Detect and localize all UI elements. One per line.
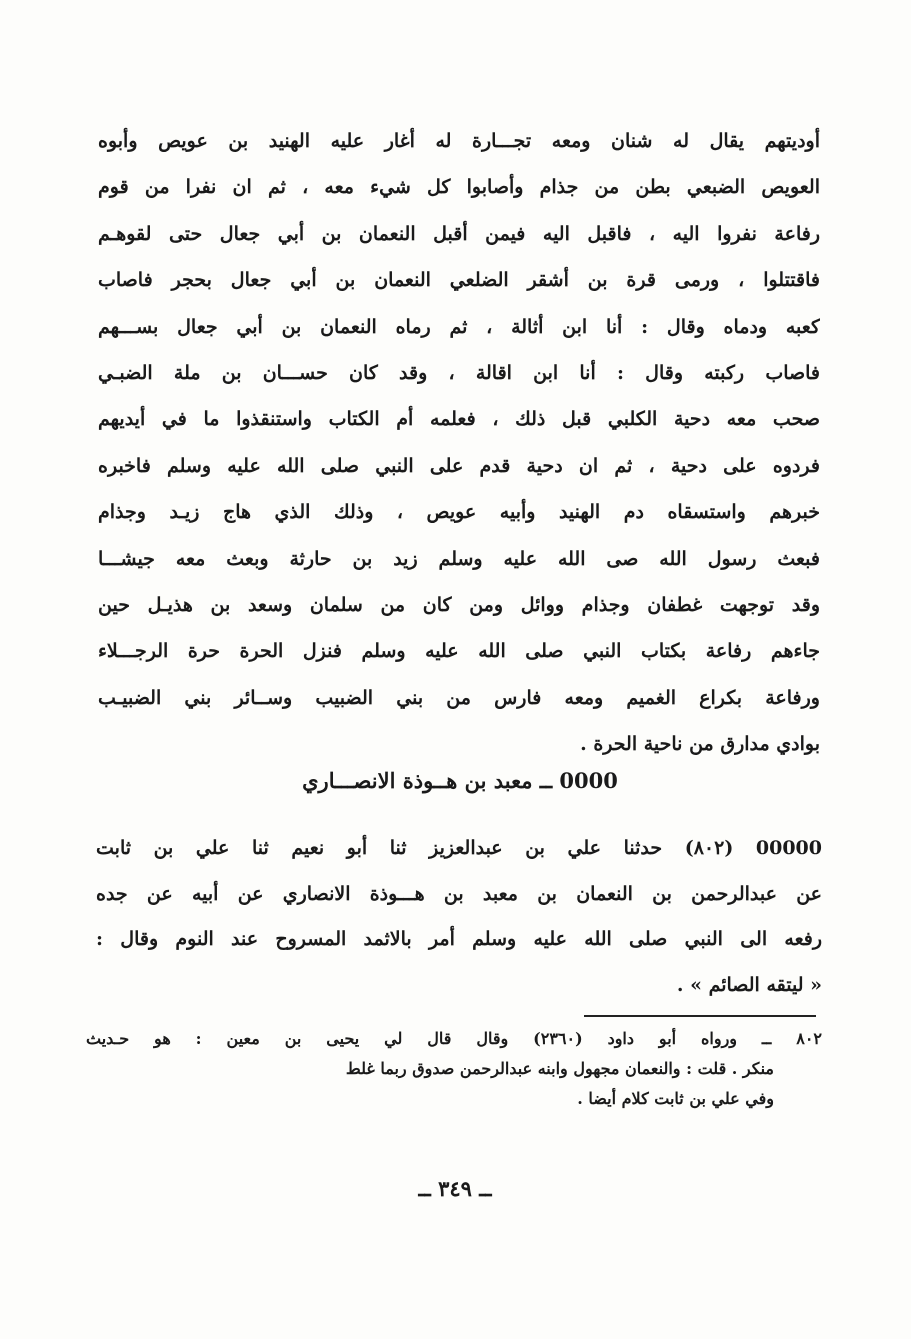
text-line: صحب معه دحية الكلبي قبل ذلك ، فعلمه أم الكتاب واستنقذوا ما في أيديهم	[98, 408, 820, 431]
text-line: وقد توجهت غطفان وجذام ووائل ومن كان من سلمان وسعد بن هذيـل حين	[98, 593, 820, 616]
text-line: جاءهم رفاعة بكتاب النبي صلى الله عليه وسلم فنزل الحرة حرة الرجـــلاء	[98, 640, 820, 663]
section-heading: 0000 ــ معبد بن هــوذة الانصـــاري	[302, 768, 618, 793]
hadith-text-block	[96, 826, 822, 1008]
page-number: ــ ٣٤٩ ــ	[418, 1176, 492, 1201]
footnote-line: وفي علي بن ثابت كلام أيضا .	[577, 1089, 774, 1108]
text-line: فردوه على دحية ، ثم ان دحية قدم على النبي صلى الله عليه وسلم فاخبره	[98, 454, 820, 477]
footnote-line: منكر . قلت : والنعمان مجهول وابنه عبدالرحمن صدوق ربما غلط	[345, 1059, 774, 1078]
main-text-block	[98, 118, 820, 767]
footnote-block	[86, 1024, 822, 1114]
text-line: أوديتهم يقال له شنان ومعه تجـــارة له أغار عليه الهنيد بن عويص وأبوه	[98, 130, 820, 152]
hadith-line: عن عبدالرحمن بن النعمان بن معبد بن هـــوذة الانصاري عن أبيه عن جده	[96, 882, 822, 905]
hadith-line: رفعه الى النبي صلى الله عليه وسلم أمر بالاثمد المسروح عند النوم وقال :	[96, 928, 822, 950]
footnote-line: ٨٠٢ ــ ورواه أبو داود (٢٣٦٠) وقال قال لي يحيى بن معين : هو حـديث	[86, 1029, 822, 1048]
text-line: العويص الضبعي بطن من جذام وأصابوا كل شيء معه ، ثم ان نفرا من قوم	[98, 176, 820, 199]
text-line: بوادي مدارق من ناحية الحرة .	[580, 733, 820, 756]
text-line: فاقتتلوا ، ورمى قرة بن أشقر الضلعي النعمان بن أبي جعال بحجر فاصاب	[98, 269, 820, 292]
hadith-line: 00000 (٨٠٢) حدثنا علي بن عبدالعزيز ثنا أبو نعيم ثنا علي بن ثابت	[96, 837, 822, 859]
text-line: ورفاعة بكراع الغميم ومعه فارس من بني الضبيب وســائر بني الضبيـب	[98, 686, 820, 709]
text-line: فاصاب ركبته وقال : أنا ابن اقالة ، وقد كان حســـان بن ملة الضبـي	[98, 361, 820, 384]
hadith-line: « ليتقه الصائم » .	[676, 973, 822, 996]
text-line: كعبه ودماه وقال : أنا ابن أثالة ، ثم رماه النعمان بن أبي جعال بســـهم	[98, 315, 820, 338]
footnote-divider	[584, 1015, 816, 1017]
text-line: خبرهم واستسقاه دم الهنيد وأبيه عويص ، وذلك الذي هاج زيـد وجذام	[98, 501, 820, 524]
text-line: فبعث رسول الله صى الله عليه وسلم زيد بن حارثة وبعث معه جيشـــا	[98, 547, 820, 570]
text-line: رفاعة نفروا اليه ، فاقبل اليه فيمن أقبل النعمان بن أبي جعال حتى لقوهـم	[98, 222, 820, 245]
